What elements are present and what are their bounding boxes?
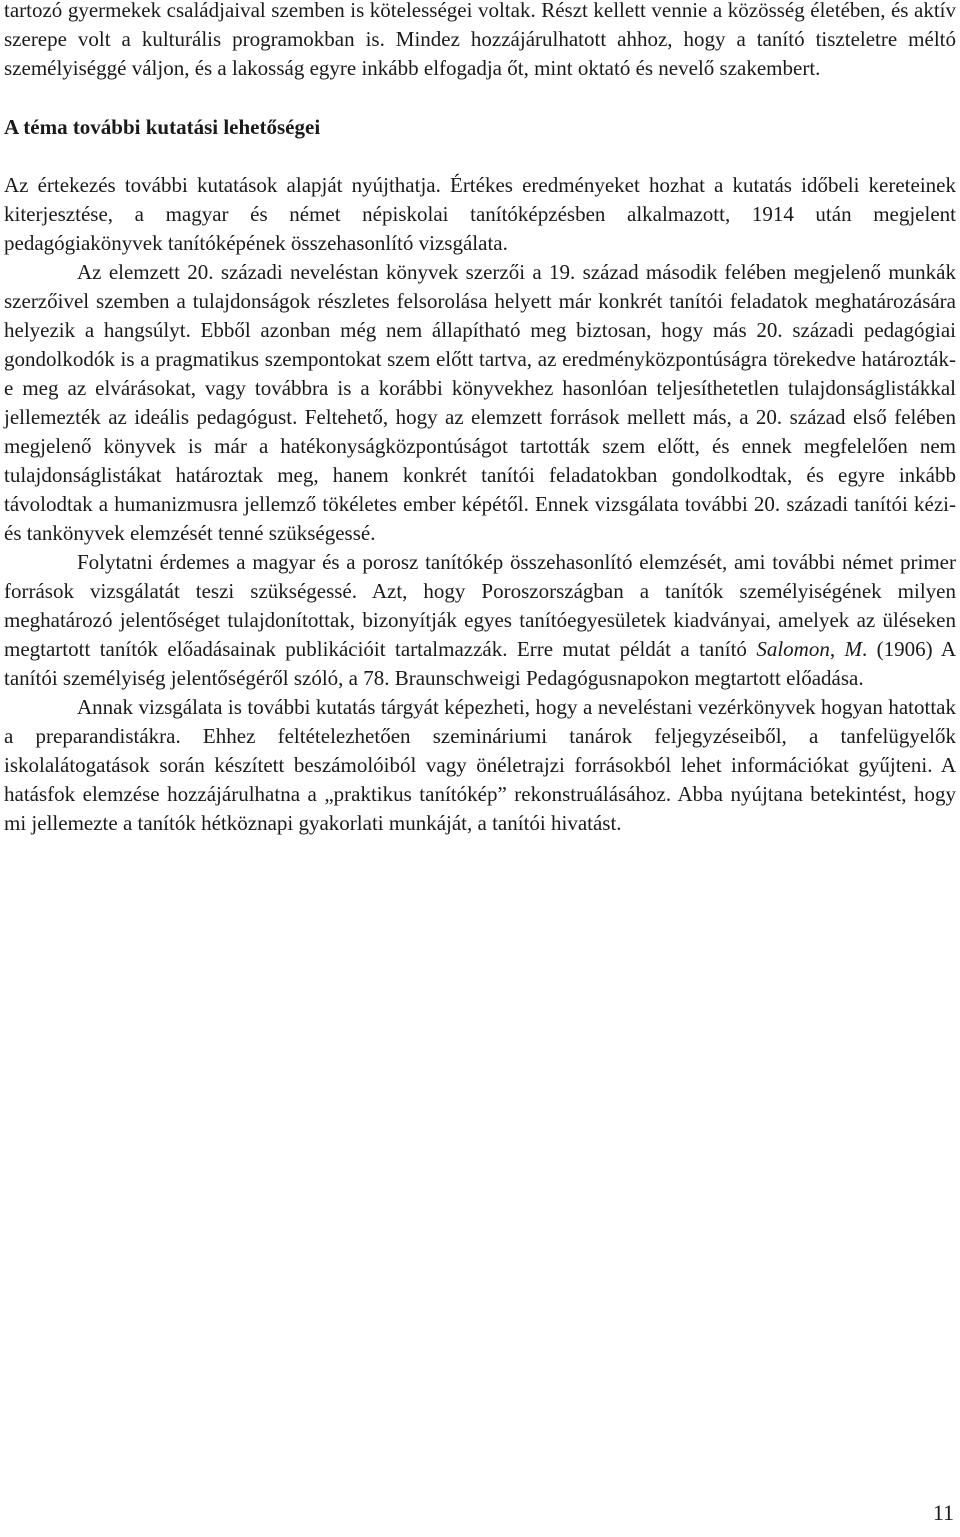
citation-separator: , xyxy=(829,637,845,661)
paragraph-text-after-citation: . (1906) A tanítói személyiség jelentőségéről szóló, a 78. Braunschweigi Pedagógusnapokon megtartott előadása. xyxy=(4,637,957,690)
citation-initial: M xyxy=(844,637,862,661)
citation-author: Salomon xyxy=(756,637,830,661)
paragraph-research-basis: Az értekezés további kutatások alapját nyújthatja. Értékes eredményeket hozhat a kutatás időbeli kereteinek kiterjesztése, a magyar és német népiskolai tanítóképzésben alkalmazott, 1914 után megjelent pedagógiakönyvek tanítóképének összehasonlító vizsgálata. xyxy=(4,173,956,255)
paragraph-prussian-comparison xyxy=(4,548,956,693)
paragraph-preparandists: Annak vizsgálata is további kutatás tárgyát képezheti, hogy a neveléstani vezérkönyvek hogyan hatottak a preparandistákra. Ehhez feltételezhetően szemináriumi tanárok feljegyzéseiből, a tanfelügyelők iskolalátogatások során készített beszámolóiból vagy önéletrajzi forrásokból lehet információkat gyűjteni. A hatásfok elemzése hozzájárulhatna a „praktikus tanítókép” rekonstruálásához. Abba nyújtana betekintést, hogy mi jellemezte a tanítók hétköznapi gyakorlati munkáját, a tanítói hivatást. xyxy=(4,695,956,835)
paragraph-20th-century-books: Az elemzett 20. századi neveléstan könyvek szerzői a 19. század második felében megjelenő munkák szerzőivel szemben a tulajdonságok részletes felsorolása helyett már konkrét tanítói feladatok meghatározására helyezik a hangsúlyt. Ebből azonban még nem állapítható meg biztosan, hogy más 20. századi pedagógiai gondolkodók is a pragmatikus szempontokat szem előtt tartva, az eredményközpontúságra törekedve határozták-e meg az elvárásokat, vagy továbbra is a korábbi könyvekhez hasonlóan teljesíthetetlen tulajdonságlistákkal jellemezték az ideális pedagógust. Feltehető, hogy az elemzett források mellett más, a 20. század első felében megjelenő könyvek is már a hatékonyságközpontúságot tartották szem előtt, és ennek megfelelően nem tulajdonságlistákat határoztak meg, hanem konkrét tanítói feladatokban gondolkodtak, és egyre inkább távolodtak a humanizmusra jellemző tökéletes ember képétől. Ennek vizsgálata további 20. századi tanítói kézi- és tankönyvek elemzését tenné szükségessé. xyxy=(4,260,956,545)
document-page xyxy=(4,0,956,838)
page-number: 11 xyxy=(932,1500,954,1525)
section-heading: A téma további kutatási lehetőségei xyxy=(4,115,321,139)
paragraph-text-before-citation: Folytatni érdemes a magyar és a porosz tanítókép összehasonlító elemzését, ami további német primer források vizsgálatát teszi szükségessé. Azt, hogy Poroszországban a tanítók személyiségének milyen meghatározó jelentőséget tulajdonítottak, bizonyítják egyes tanítóegyesületek kiadványai, amelyek az üléseken megtartott tanítók előadásainak publikációit tartalmazzák. Erre mutat példát a tanító xyxy=(4,550,956,661)
intro-paragraph: tartozó gyermekek családjaival szemben is kötelességei voltak. Részt kellett vennie a közösség életében, és aktív szerepe volt a kulturális programokban is. Mindez hozzájárulhatott ahhoz, hogy a tanító tiszteletre méltó személyiséggé váljon, és a lakosság egyre inkább elfogadja őt, mint oktató és nevelő szakembert. xyxy=(4,0,956,80)
